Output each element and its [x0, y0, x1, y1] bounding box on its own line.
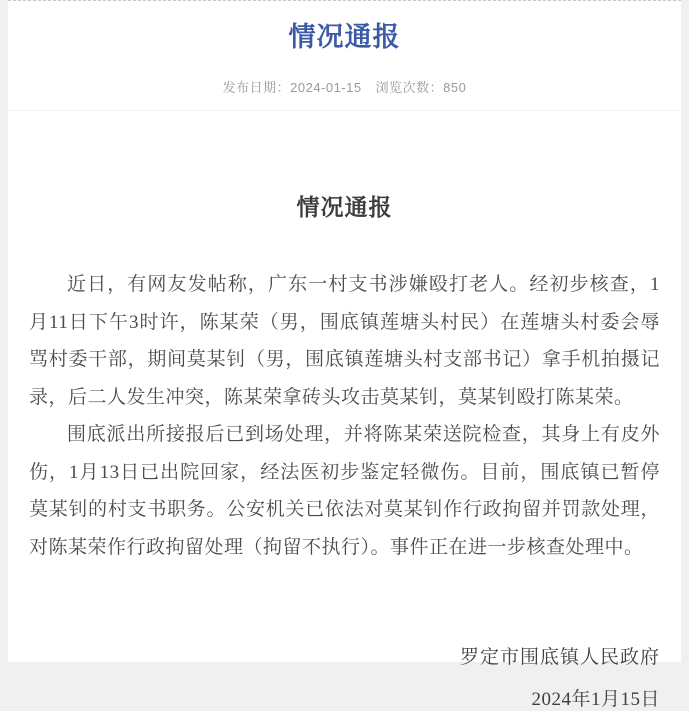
article-paragraph: 围底派出所接报后已到场处理，并将陈某荣送院检查，其身上有皮外伤，1月13日已出院回家，经法医初步鉴定轻微伤。目前，围底镇已暂停莫某钊的村支书职务。公安机关已依法对莫某钊作行政拘留并罚款处理，对陈某荣作行政拘留处理（拘留不执行）。事件正在进一步核查处理中。: [29, 424, 660, 558]
publish-date-value: 2024-01-15: [290, 80, 362, 95]
signature-date: 2024年1月15日: [531, 689, 660, 710]
views-label: 浏览次数：: [375, 80, 444, 95]
signature-org: 罗定市围底镇人民政府: [459, 647, 660, 668]
article-title: 情况通报: [296, 194, 393, 220]
article-paragraph: 近日，有网友发帖称，广东一村支书涉嫌殴打老人。经初步核查，1月11日下午3时许，陈某荣（男，围底镇莲塘头村民）在莲塘头村委会辱骂村委干部，期间莫某钊（男，围底镇莲塘头村支部书记）拿手机拍摄记录，后二人发生冲突，陈某荣拿砖头攻击莫某钊，莫某钊殴打陈某荣。: [29, 274, 660, 408]
article-body: [29, 266, 660, 566]
notice-page: [8, 0, 681, 710]
publish-date-label: 发布日期：: [222, 80, 291, 95]
views-value: 850: [443, 80, 467, 95]
signature-block: [8, 642, 681, 711]
publish-date: [223, 80, 362, 95]
article: [8, 189, 681, 566]
page-title: 情况通报: [288, 22, 401, 52]
notice-header: [8, 1, 681, 111]
notice-meta: [8, 77, 681, 96]
views: [376, 80, 467, 95]
